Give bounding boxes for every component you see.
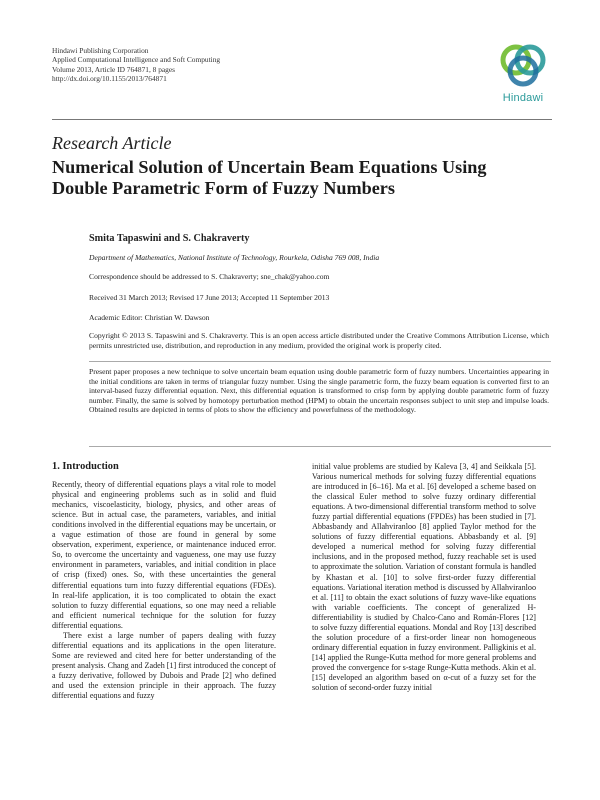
hindawi-logo-text: Hindawi (502, 92, 544, 104)
academic-editor: Academic Editor: Christian W. Dawson (89, 313, 210, 322)
article-type: Research Article (52, 133, 172, 153)
body-column-left (52, 462, 276, 701)
paragraph: There exist a large number of papers dealing with fuzzy differential equations and its applications in the open literature. Some are reviewed and cited here for better understanding of the present analysis. Chang and Zadeh [1] first introduced the concept of a fuzzy derivative, followed by Dubois and Prade [2] who defined and used the extension principle in their approach. The fuzzy differential equations and fuzzy (52, 630, 276, 701)
hindawi-logo (496, 40, 550, 104)
volume-info: Volume 2013, Article ID 764871, 8 pages (52, 64, 176, 74)
publisher-name: Hindawi Publishing Corporation (52, 46, 149, 55)
received-dates: Received 31 March 2013; Revised 17 June 2013; Accepted 11 September 2013 (89, 293, 330, 302)
journal-header (52, 46, 220, 84)
affiliation: Department of Mathematics, National Institute of Technology, Rourkela, Odisha 769 008, India (89, 253, 380, 262)
header-divider (52, 119, 552, 120)
section-heading: 1. Introduction (52, 461, 119, 472)
paper-title: Numerical Solution of Uncertain Beam Equations Using Double Parametric Form of Fuzzy Numbers (52, 157, 487, 198)
author-list: Smita Tapaswini and S. Chakraverty (89, 233, 250, 244)
hindawi-logo-icon (496, 40, 550, 90)
journal-name: Applied Computational Intelligence and Soft Computing (52, 55, 221, 65)
body-column-right (312, 462, 536, 693)
paragraph: Recently, theory of differential equations plays a vital role to model physical and engineering problems such as in solid and fluid mechanics, viscoelasticity, biology, physics, and other areas of science. But in actual case, the parameters, variables, and initial conditions involved in the differential equations may be uncertain, or a vague estimation of those are found in general by some observation, experiment, experience, or maintenance induced error. So, to overcome the uncertainty and vagueness, one may use fuzzy environment in parameters, variables, and initial condition in place of crisp (fixed) ones. So, with these uncertainties the general differential equations turn into fuzzy differential equations (FDEs). In real-life application, it is too complicated to obtain the exact solution to fuzzy differential equations, so one may need a reliable and efficient numerical technique for the solution for fuzzy differential equations. (52, 480, 276, 630)
paragraph: initial value problems are studied by Kaleva [3, 4] and Seikkala [5]. Various numerical methods for solving fuzzy differential equations are introduced in [6–16]. Ma et al. [6] developed a scheme based on the classical Euler method to solve fuzzy ordinary differential equations. A two-dimensional differential transform method to solve fuzzy partial differential equations (FPDEs) has been studied in [7]. Abbasbandy and Allahviranloo [8] applied Taylor method for the solutions of fuzzy differential equations. Abbasbandy et al. [9] developed a numerical method for solving fuzzy differential inclusions, and in the proposed method, fuzzy reachable set is used to approximate the solution. Variation of constant formula is handled by Khastan et al. [10] to solve first-order fuzzy differential equations. Variational iteration method is discussed by Allahviranloo et al. [11] to obtain the exact solutions of fuzzy wave-like equations with variable coefficients. The concept of generalized H-differentiability is studied by Chalco-Cano and Román-Flores [12] to solve fuzzy differential equations. Mondal and Roy [13] described the solution procedure of a first-order linear non homogeneous ordinary differential equation in fuzzy environment. Palligkinis et al. [14] applied the Runge-Kutta method for more general problems and proved the convergence for s-stage Runge-Kutta methods. Akin et al. [15] developed an algorithm based on α-cut of a fuzzy set for the solution of second-order fuzzy initial (312, 462, 536, 693)
abstract-divider-top (89, 361, 551, 362)
doi-link[interactable]: http://dx.doi.org/10.1155/2013/764871 (52, 74, 167, 84)
copyright-notice: Copyright © 2013 S. Tapaswini and S. Chakraverty. This is an open access article distributed under the Creative Commons Attribution License, which permits unrestricted use, distribution, and reproduction in any medium, provided the original work is properly cited. (89, 331, 549, 350)
abstract: Present paper proposes a new technique to solve uncertain beam equation using double parametric form of fuzzy numbers. Uncertainties appearing in the initial conditions are taken in terms of triangular fuzzy number. Using the single parametric form, the fuzzy beam equation is converted first to an interval-based fuzzy differential equation. Next, this differential equation is transformed to crisp form by applying double parametric form of fuzzy number. Finally, the same is solved by homotopy perturbation method (HPM) to obtain the uncertain responses subject to unit step and impulse loads. Obtained results are depicted in terms of plots to show the efficiency and powerfulness of the methodology. (89, 367, 549, 415)
abstract-divider-bottom (89, 446, 551, 447)
correspondence: Correspondence should be addressed to S. Chakraverty; sne_chak@yahoo.com (89, 272, 330, 281)
